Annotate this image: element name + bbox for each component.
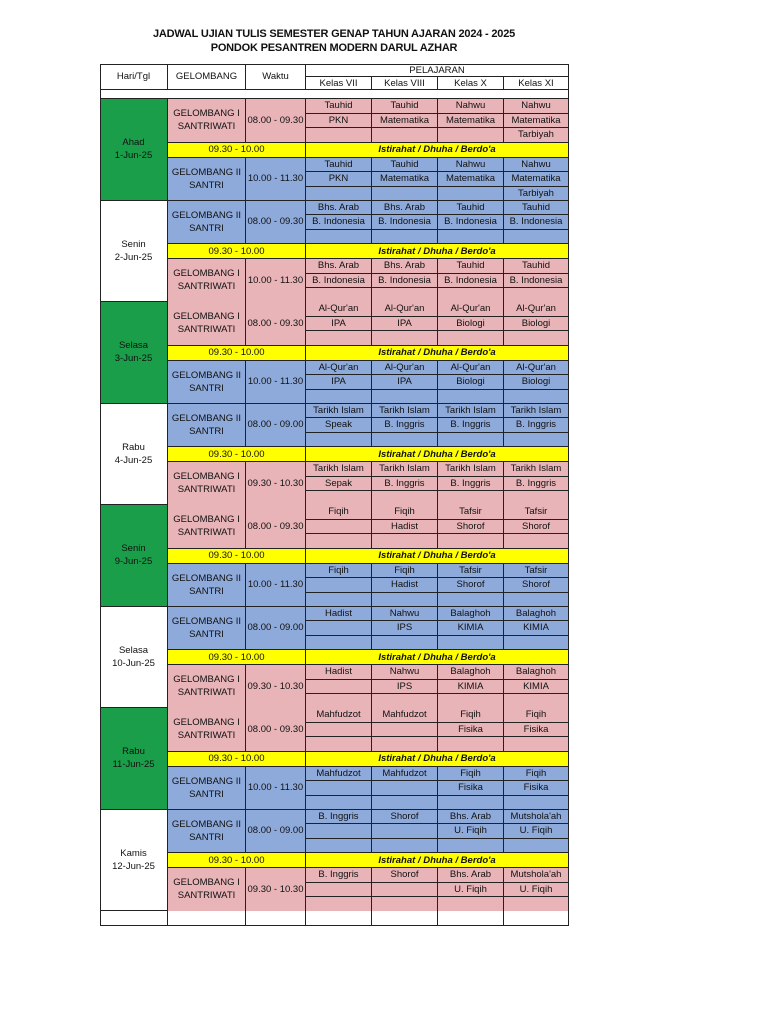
subject-cell: B. Indonesia [438, 274, 504, 289]
exam-time: 08.00 - 09.30 [246, 302, 306, 346]
subject-cell: Al-Qur'an [372, 302, 438, 317]
subject-cell: Shorof [504, 578, 569, 593]
group-label: GELOMBANG II SANTRI [168, 767, 246, 811]
break-label: Istirahat / Dhuha / Berdo'a [306, 244, 569, 259]
day-label: Rabu [122, 746, 145, 758]
header-class: Kelas XI [504, 77, 569, 90]
subject-cell: Biologi [438, 317, 504, 332]
subject-cell: Hadist [306, 665, 372, 680]
subject-cell: B. Inggris [438, 477, 504, 492]
subject-cell: Matematika [504, 114, 569, 129]
day-label: Selasa [118, 644, 149, 656]
group-label: GELOMBANG I SANTRIWATI [168, 99, 246, 143]
subject-cell: Tarikh Islam [504, 462, 569, 477]
subject-cell: Al-Qur'an [504, 361, 569, 376]
subject-cell: Nahwu [372, 607, 438, 622]
subject-cell: Tarikh Islam [438, 462, 504, 477]
subject-cell: Mahfudzot [372, 708, 438, 723]
subject-cell: Shorof [438, 578, 504, 593]
break-label: Istirahat / Dhuha / Berdo'a [306, 447, 569, 462]
subject-cell: Tauhid [438, 201, 504, 216]
day-date: 9-Jun-25 [114, 556, 153, 568]
group-label: GELOMBANG II SANTRI [168, 201, 246, 245]
subject-cell: Bhs. Arab [438, 868, 504, 883]
exam-time: 10.00 - 11.30 [246, 259, 306, 303]
day-date: 11-Jun-25 [112, 759, 155, 771]
header-class: Kelas X [438, 77, 504, 90]
day-date: 10-Jun-25 [112, 657, 155, 669]
group-label: GELOMBANG II SANTRI [168, 564, 246, 608]
break-time: 09.30 - 10.00 [168, 650, 306, 665]
group-label: GELOMBANG I SANTRIWATI [168, 302, 246, 346]
subject-cell: Al-Qur'an [504, 302, 569, 317]
subject-cell: Fiqih [372, 505, 438, 520]
document-subtitle: PONDOK PESANTREN MODERN DARUL AZHAR [210, 42, 458, 54]
subject-cell: Shorof [438, 520, 504, 535]
break-time: 09.30 - 10.00 [168, 143, 306, 158]
break-label: Istirahat / Dhuha / Berdo'a [306, 549, 569, 564]
subject-cell: Balaghoh [438, 607, 504, 622]
subject-cell: Fiqih [438, 767, 504, 782]
subject-cell: KIMIA [438, 680, 504, 695]
break-label: Istirahat / Dhuha / Berdo'a [306, 853, 569, 868]
exam-time: 08.00 - 09.00 [246, 607, 306, 651]
subject-cell: B. Inggris [372, 418, 438, 433]
subject-cell: Hadist [372, 578, 438, 593]
header-time: Waktu [246, 64, 306, 90]
group-label: GELOMBANG I SANTRIWATI [168, 868, 246, 912]
subject-cell: Mahfudzot [306, 767, 372, 782]
document-title: JADWAL UJIAN TULIS SEMESTER GENAP TAHUN AJARAN 2024 - 2025 [152, 28, 516, 40]
subject-cell: B. Inggris [306, 868, 372, 883]
subject-cell: Fiqih [438, 708, 504, 723]
subject-cell: Matematika [372, 114, 438, 129]
header-class: Kelas VIII [372, 77, 438, 90]
exam-time: 10.00 - 11.30 [246, 767, 306, 811]
subject-cell: Nahwu [504, 99, 569, 114]
subject-cell: B. Indonesia [372, 274, 438, 289]
break-time: 09.30 - 10.00 [168, 752, 306, 767]
subject-cell: Bhs. Arab [306, 259, 372, 274]
subject-cell: Al-Qur'an [438, 361, 504, 376]
header-day: Hari/Tgl [100, 64, 168, 90]
subject-cell: Tarikh Islam [306, 404, 372, 419]
group-label: GELOMBANG II SANTRI [168, 158, 246, 202]
subject-cell: Fisika [438, 723, 504, 738]
subject-cell: Tarikh Islam [504, 404, 569, 419]
subject-cell: Matematika [504, 172, 569, 187]
day-label: Senin [121, 238, 146, 250]
subject-cell: Fiqih [372, 564, 438, 579]
subject-cell: Balaghoh [504, 665, 569, 680]
day-label: Rabu [122, 441, 145, 453]
subject-cell: IPA [372, 375, 438, 390]
subject-cell: B. Inggris [504, 418, 569, 433]
group-label: GELOMBANG II SANTRI [168, 361, 246, 405]
break-label: Istirahat / Dhuha / Berdo'a [306, 346, 569, 361]
subject-cell: B. Inggris [438, 418, 504, 433]
exam-time: 09.30 - 10.30 [246, 868, 306, 912]
subject-cell: PKN [306, 172, 372, 187]
subject-cell: Tarikh Islam [372, 462, 438, 477]
subject-cell: B. Indonesia [306, 274, 372, 289]
subject-cell: Tarikh Islam [372, 404, 438, 419]
subject-cell: IPA [306, 317, 372, 332]
header-subjects: PELAJARAN [306, 64, 569, 77]
subject-cell: Nahwu [504, 158, 569, 173]
day-date: 12-Jun-25 [112, 860, 155, 872]
subject-cell: Shorof [372, 810, 438, 825]
break-time: 09.30 - 10.00 [168, 549, 306, 564]
subject-cell: Matematika [372, 172, 438, 187]
subject-cell: KIMIA [504, 621, 569, 636]
subject-cell: KIMIA [504, 680, 569, 695]
subject-cell: Tauhid [504, 259, 569, 274]
subject-cell: Biologi [504, 317, 569, 332]
day-date: 2-Jun-25 [114, 251, 153, 263]
subject-cell: Tauhid [504, 201, 569, 216]
exam-time: 10.00 - 11.30 [246, 361, 306, 405]
subject-cell: Mutshola'ah [504, 810, 569, 825]
subject-cell: Bhs. Arab [372, 201, 438, 216]
subject-cell: Balaghoh [504, 607, 569, 622]
table-frame [100, 64, 569, 926]
break-label: Istirahat / Dhuha / Berdo'a [306, 143, 569, 158]
subject-cell: Tauhid [438, 259, 504, 274]
subject-cell: PKN [306, 114, 372, 129]
subject-cell: Al-Qur'an [372, 361, 438, 376]
subject-cell: Bhs. Arab [306, 201, 372, 216]
subject-cell: Shorof [504, 520, 569, 535]
subject-cell: Tarikh Islam [438, 404, 504, 419]
day-label: Kamis [120, 847, 147, 859]
exam-time: 09.30 - 10.30 [246, 665, 306, 709]
subject-cell: Mahfudzot [372, 767, 438, 782]
subject-cell: Tarbiyah [504, 187, 569, 202]
subject-cell: B. Indonesia [504, 274, 569, 289]
subject-cell: Fisika [504, 723, 569, 738]
subject-cell: Fiqih [504, 708, 569, 723]
subject-cell: Balaghoh [438, 665, 504, 680]
subject-cell: Al-Qur'an [306, 361, 372, 376]
group-label: GELOMBANG I SANTRIWATI [168, 665, 246, 709]
subject-cell: Bhs. Arab [372, 259, 438, 274]
day-label: Senin [121, 543, 146, 555]
break-time: 09.30 - 10.00 [168, 346, 306, 361]
break-time: 09.30 - 10.00 [168, 447, 306, 462]
subject-cell: U. Fiqih [504, 824, 569, 839]
subject-cell: Biologi [438, 375, 504, 390]
subject-cell: U. Fiqih [438, 824, 504, 839]
day-date: 4-Jun-25 [114, 454, 153, 466]
subject-cell: Biologi [504, 375, 569, 390]
subject-cell: Fisika [504, 781, 569, 796]
subject-cell: B. Inggris [306, 810, 372, 825]
group-label: GELOMBANG I SANTRIWATI [168, 462, 246, 506]
subject-cell: U. Fiqih [504, 883, 569, 898]
subject-cell: Nahwu [438, 99, 504, 114]
subject-cell: Tafsir [438, 564, 504, 579]
subject-cell: Hadist [372, 520, 438, 535]
subject-cell: Fisika [438, 781, 504, 796]
subject-cell: B. Indonesia [306, 215, 372, 230]
exam-time: 10.00 - 11.30 [246, 158, 306, 202]
subject-cell: B. Inggris [372, 477, 438, 492]
subject-cell: U. Fiqih [438, 883, 504, 898]
subject-cell: Hadist [306, 607, 372, 622]
exam-time: 08.00 - 09.00 [246, 404, 306, 448]
subject-cell: Tafsir [438, 505, 504, 520]
subject-cell: Tarbiyah [504, 128, 569, 143]
header-group: GELOMBANG [168, 64, 246, 90]
group-label: GELOMBANG II SANTRI [168, 810, 246, 854]
subject-cell: Tauhid [372, 158, 438, 173]
subject-cell: Fiqih [306, 564, 372, 579]
exam-time: 08.00 - 09.30 [246, 201, 306, 245]
header-class: Kelas VII [306, 77, 372, 90]
subject-cell: Matematika [438, 114, 504, 129]
subject-cell: IPA [372, 317, 438, 332]
group-label: GELOMBANG I SANTRIWATI [168, 259, 246, 303]
subject-cell: Mahfudzot [306, 708, 372, 723]
day-date: 1-Jun-25 [114, 150, 153, 162]
subject-cell: Speak [306, 418, 372, 433]
exam-time: 09.30 - 10.30 [246, 462, 306, 506]
break-label: Istirahat / Dhuha / Berdo'a [306, 650, 569, 665]
group-label: GELOMBANG II SANTRI [168, 404, 246, 448]
subject-cell: Fiqih [306, 505, 372, 520]
group-label: GELOMBANG I SANTRIWATI [168, 708, 246, 752]
subject-cell: Tafsir [504, 564, 569, 579]
subject-cell: IPS [372, 680, 438, 695]
exam-time: 08.00 - 09.30 [246, 505, 306, 549]
subject-cell: Matematika [438, 172, 504, 187]
subject-cell: Nahwu [372, 665, 438, 680]
subject-cell: Nahwu [438, 158, 504, 173]
subject-cell: KIMIA [438, 621, 504, 636]
exam-time: 08.00 - 09.30 [246, 99, 306, 143]
subject-cell: B. Inggris [504, 477, 569, 492]
day-label: Selasa [118, 340, 149, 352]
subject-cell: B. Indonesia [504, 215, 569, 230]
subject-cell: Tauhid [306, 158, 372, 173]
subject-cell: Mutshola'ah [504, 868, 569, 883]
day-date: 3-Jun-25 [114, 353, 153, 365]
exam-time: 08.00 - 09.30 [246, 708, 306, 752]
group-label: GELOMBANG II SANTRI [168, 607, 246, 651]
subject-cell: Tauhid [372, 99, 438, 114]
subject-cell: Bhs. Arab [438, 810, 504, 825]
subject-cell: B. Indonesia [372, 215, 438, 230]
subject-cell: Tarikh Islam [306, 462, 372, 477]
break-time: 09.30 - 10.00 [168, 244, 306, 259]
day-label: Ahad [122, 137, 145, 149]
break-time: 09.30 - 10.00 [168, 853, 306, 868]
subject-cell: B. Indonesia [438, 215, 504, 230]
exam-time: 08.00 - 09.00 [246, 810, 306, 854]
exam-time: 10.00 - 11.30 [246, 564, 306, 608]
subject-cell: IPA [306, 375, 372, 390]
break-label: Istirahat / Dhuha / Berdo'a [306, 752, 569, 767]
group-label: GELOMBANG I SANTRIWATI [168, 505, 246, 549]
subject-cell: Shorof [372, 868, 438, 883]
subject-cell: Tafsir [504, 505, 569, 520]
subject-cell: Sepak [306, 477, 372, 492]
subject-cell: Al-Qur'an [306, 302, 372, 317]
subject-cell: Fiqih [504, 767, 569, 782]
subject-cell: Tauhid [306, 99, 372, 114]
subject-cell: IPS [372, 621, 438, 636]
subject-cell: Al-Qur'an [438, 302, 504, 317]
